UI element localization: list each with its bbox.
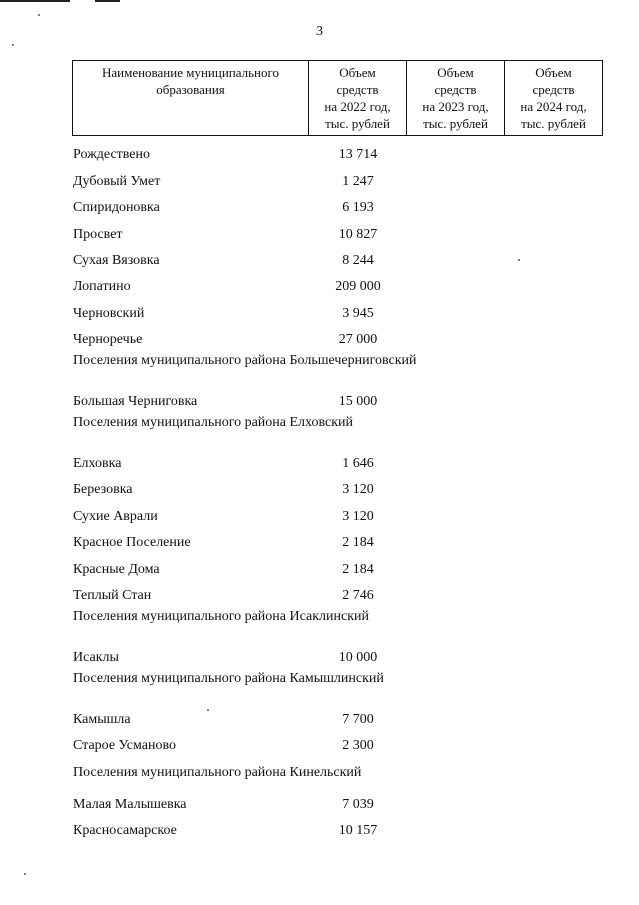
table-header <box>72 60 603 136</box>
group-title-bolshechernigovsky: Поселения муниципального района Большечерниговский <box>73 353 417 368</box>
scan-speck <box>518 259 520 261</box>
scan-edge-mark <box>0 0 70 2</box>
group-title-kinelsky: Поселения муниципального района Кинельский <box>73 765 362 780</box>
header-2024-column: Объем средств на 2024 год, тыс. рублей <box>505 61 603 136</box>
scan-edge-mark <box>95 0 120 2</box>
group-title-elkhovsky: Поселения муниципального района Елховский <box>73 415 354 430</box>
header-2023-column: Объем средств на 2023 год, тыс. рублей <box>407 61 505 136</box>
scan-speck <box>12 44 14 46</box>
page-number: 3 <box>316 24 323 39</box>
group-title-kamyshlinsky: Поселения муниципального района Камышлинский <box>73 671 384 686</box>
header-2022-column: Объем средств на 2022 год, тыс. рублей <box>309 61 407 136</box>
scan-speck <box>24 873 26 875</box>
group-title-isaklinsky: Поселения муниципального района Исаклинский <box>73 609 369 624</box>
scan-speck <box>207 709 209 711</box>
scan-speck <box>38 14 40 16</box>
header-name-column: Наименование муниципального образования <box>73 61 309 136</box>
